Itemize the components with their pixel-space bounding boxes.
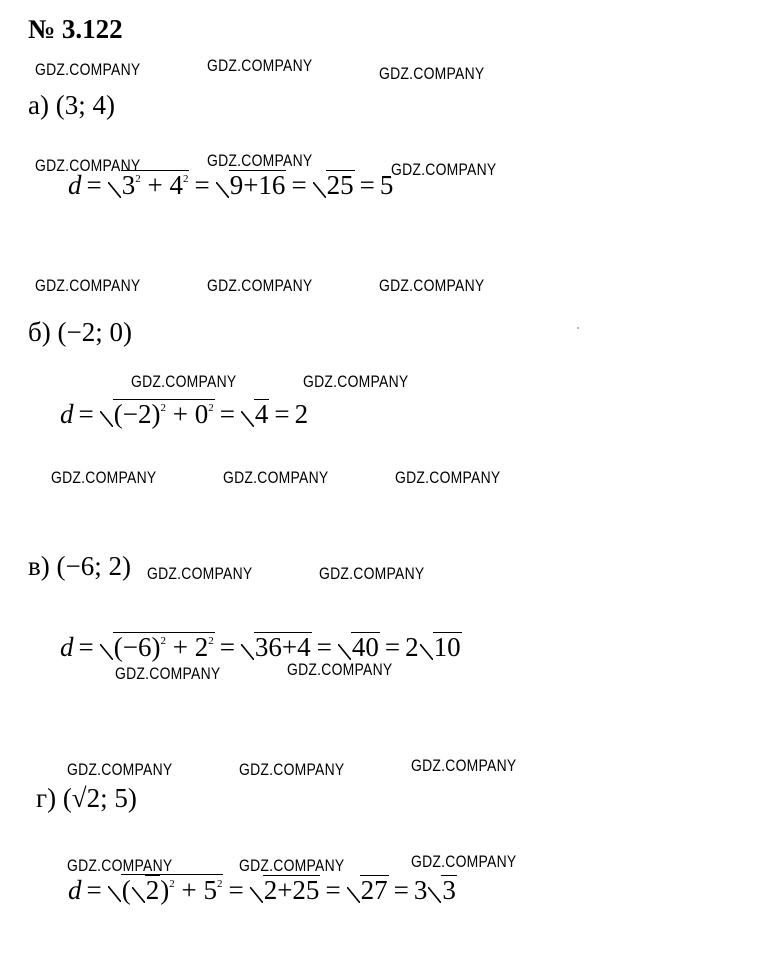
- part-b-label: б) (−2; 0): [28, 317, 132, 347]
- watermark: GDZ.COMPANY: [411, 852, 517, 871]
- watermark: GDZ.COMPANY: [395, 468, 501, 487]
- sqrt: 40: [338, 632, 380, 663]
- var-d: d: [60, 632, 74, 662]
- watermark: GDZ.COMPANY: [287, 660, 393, 679]
- watermark: GDZ.COMPANY: [239, 856, 345, 875]
- sqrt: 2: [132, 875, 161, 906]
- watermark: GDZ.COMPANY: [207, 56, 313, 75]
- sqrt: 36+4: [241, 632, 312, 663]
- part-c-equation: $d = (-6)^2 + 2^2 = 36+4 = 40 = 2$ 10: [60, 632, 461, 662]
- watermark: GDZ.COMPANY: [223, 468, 329, 487]
- watermark: GDZ.COMPANY: [379, 276, 485, 295]
- watermark: GDZ.COMPANY: [35, 60, 141, 79]
- watermark: GDZ.COMPANY: [131, 372, 237, 391]
- sqrt: $(-2)^2 + 0^2$: [100, 399, 215, 430]
- part-b-equation: $d = (-2)^2 + 0^2 = 4 = 2$: [60, 399, 309, 429]
- sqrt: 9+16: [216, 170, 287, 201]
- sqrt: $(-6)^2 + 2^2$: [100, 632, 215, 663]
- watermark: GDZ.COMPANY: [391, 160, 497, 179]
- sqrt: ( $2)^2 + 5^2$: [108, 874, 224, 906]
- watermark: GDZ.COMPANY: [207, 276, 313, 295]
- part-a-label: а) (3; 4): [28, 90, 115, 120]
- watermark: GDZ.COMPANY: [379, 64, 485, 83]
- watermark: GDZ.COMPANY: [35, 276, 141, 295]
- var-d: d: [68, 875, 82, 905]
- watermark: GDZ.COMPANY: [67, 760, 173, 779]
- sqrt: 3: [428, 875, 457, 906]
- part-d-equation: d = ( $2)^2 + 5^2 = 2+25 = 27 = 3$ 3: [68, 875, 456, 905]
- watermark: GDZ.COMPANY: [239, 760, 345, 779]
- var-d: d: [68, 170, 82, 200]
- sqrt: 4: [241, 399, 270, 430]
- sqrt: 2+25: [250, 875, 321, 906]
- speck: [577, 327, 579, 329]
- watermark: GDZ.COMPANY: [115, 664, 221, 683]
- watermark: GDZ.COMPANY: [319, 564, 425, 583]
- watermark: GDZ.COMPANY: [207, 151, 313, 170]
- watermark: GDZ.COMPANY: [147, 564, 253, 583]
- watermark: GDZ.COMPANY: [411, 756, 517, 775]
- part-c-label: в) (−6; 2): [28, 551, 131, 581]
- watermark: GDZ.COMPANY: [303, 372, 409, 391]
- var-d: d: [60, 399, 74, 429]
- watermark: GDZ.COMPANY: [35, 156, 141, 175]
- sqrt: 10: [420, 632, 462, 663]
- part-a-equation: $d = 3^2 + 4^2 = 9+16 = 25 = 5$: [68, 170, 394, 200]
- sqrt: 27: [347, 875, 389, 906]
- sqrt: $3^2 + 4^2$: [108, 170, 190, 201]
- watermark: GDZ.COMPANY: [67, 856, 173, 875]
- watermark: GDZ.COMPANY: [51, 468, 157, 487]
- problem-number: № 3.122: [28, 14, 123, 44]
- part-d-label: г) (√2; 5): [36, 783, 137, 813]
- sqrt: 25: [313, 170, 355, 201]
